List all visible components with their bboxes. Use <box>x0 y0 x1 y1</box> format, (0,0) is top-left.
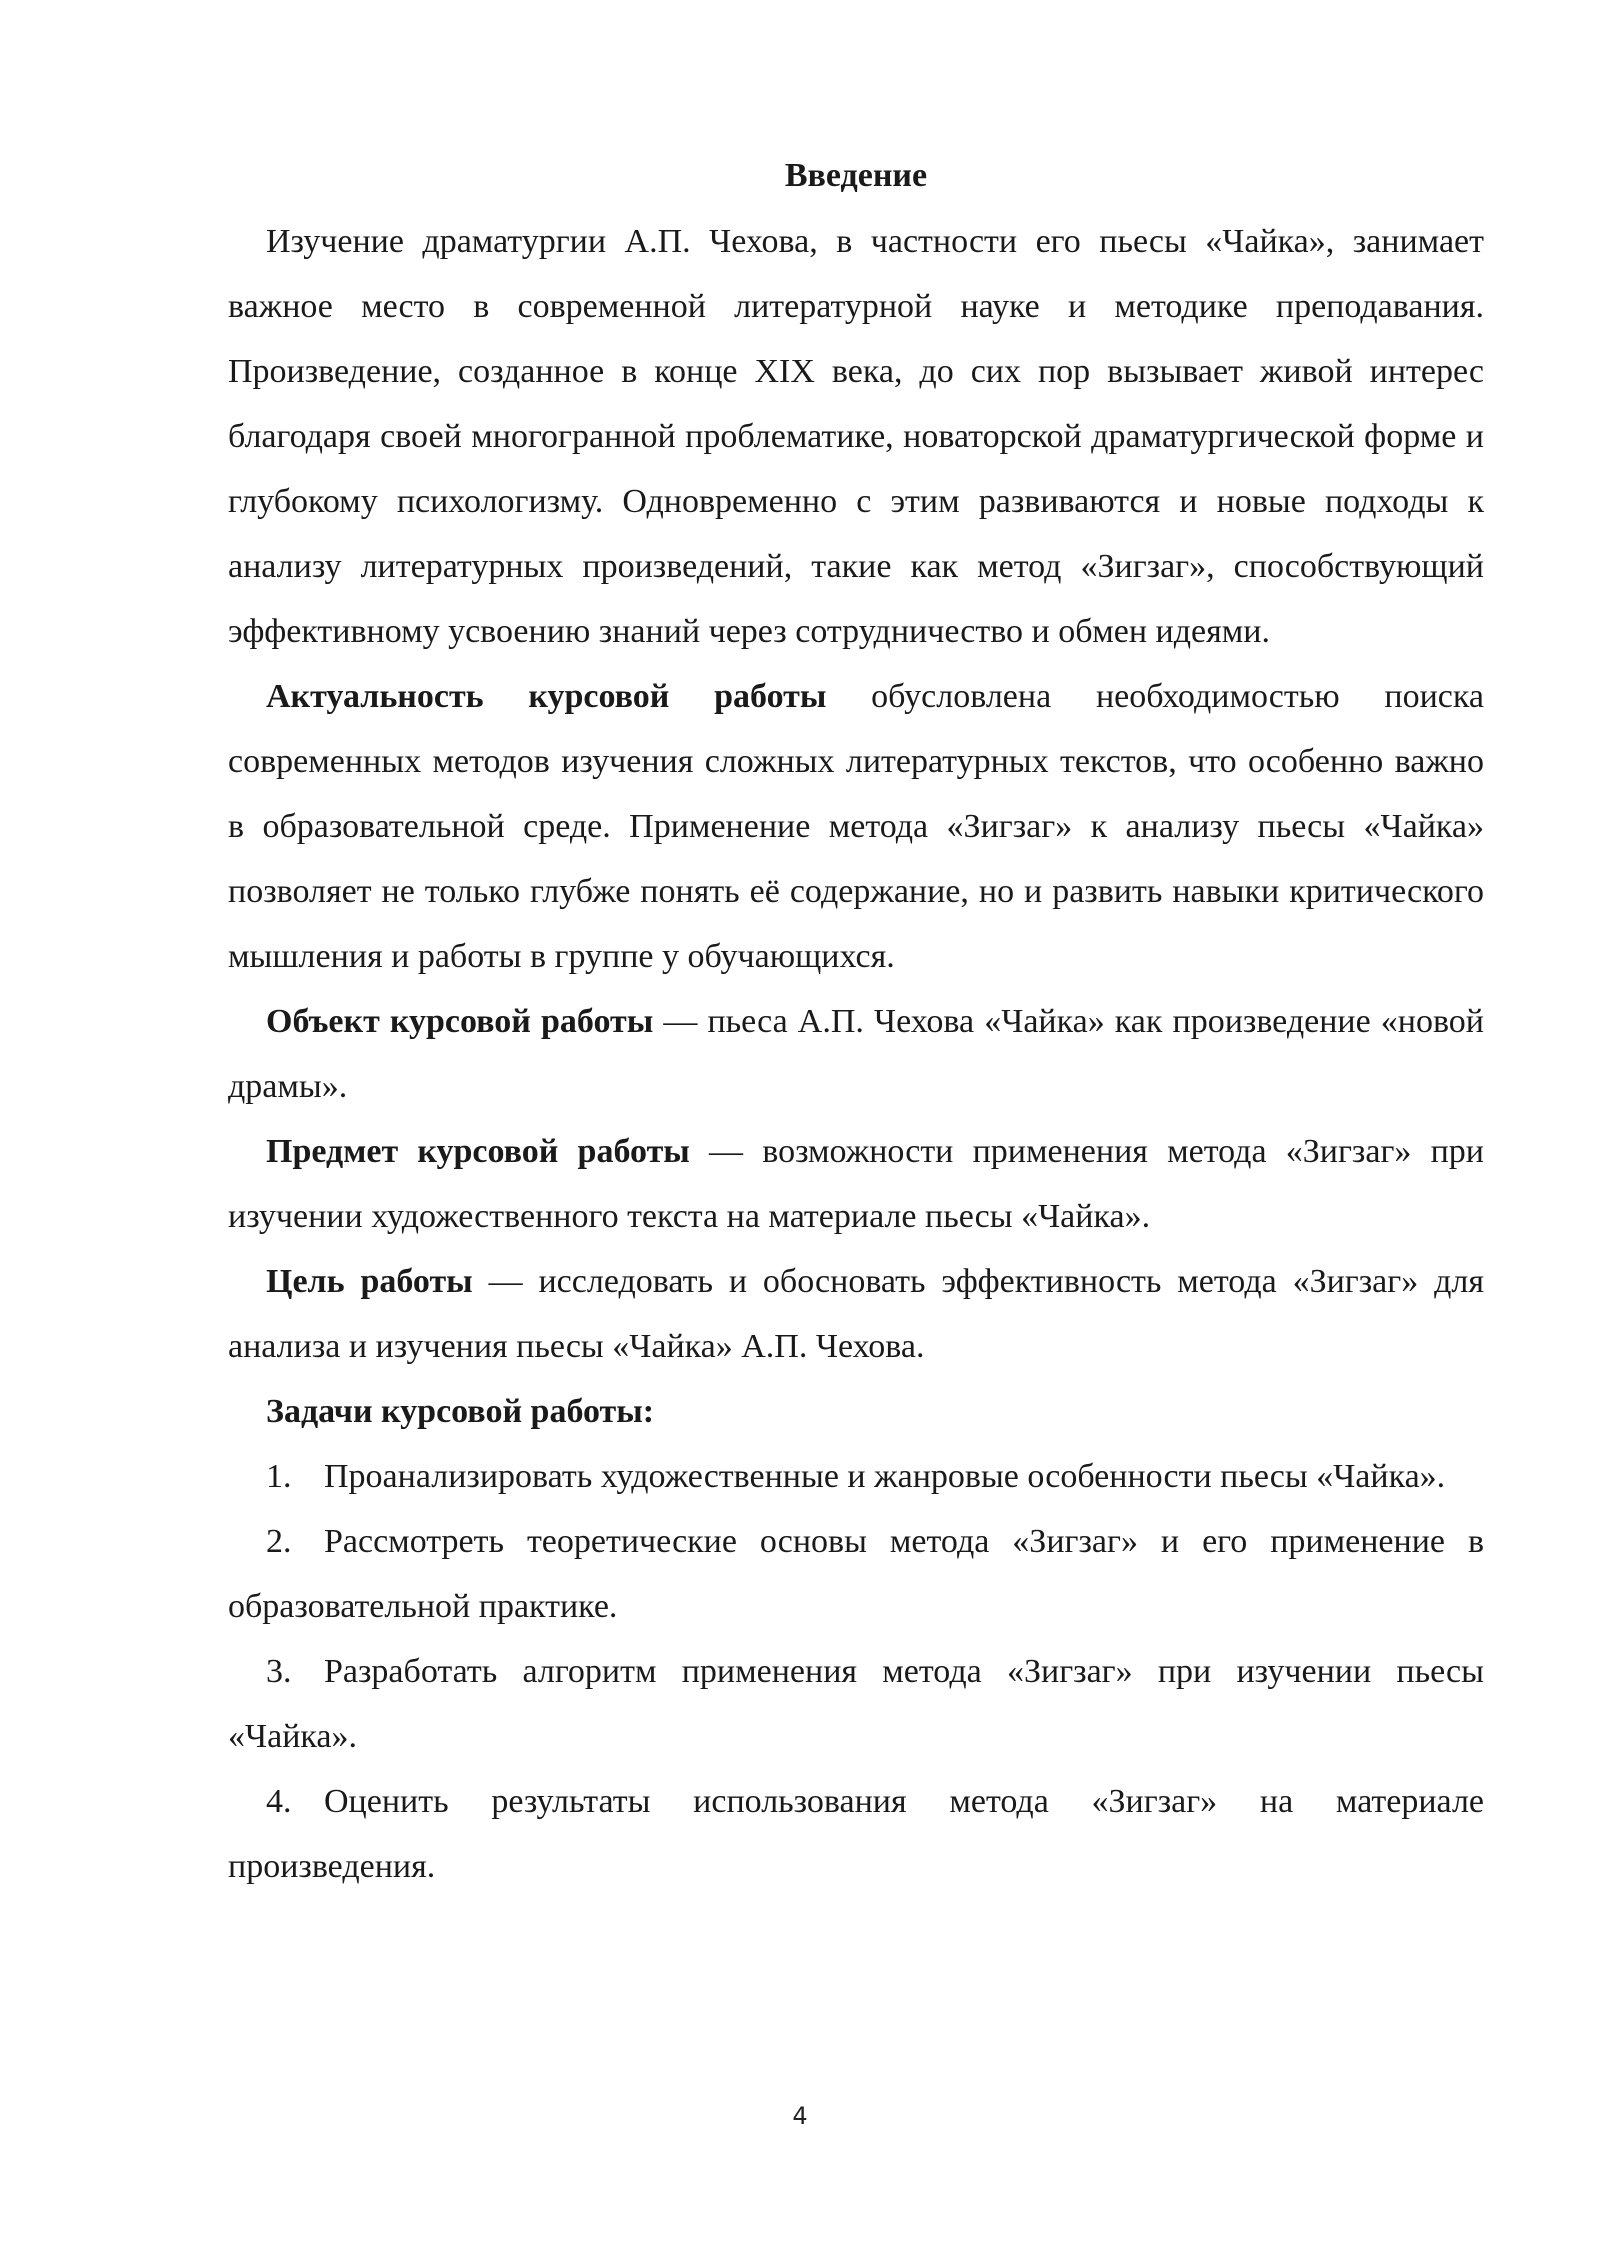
object-label: Объект курсовой работы <box>266 1003 654 1040</box>
task-number: 2. <box>266 1523 292 1560</box>
goal-paragraph <box>228 1249 1484 1379</box>
task-item-2 <box>228 1509 1484 1639</box>
task-number: 3. <box>266 1653 292 1690</box>
task-text: Рассмотреть теоретические основы метода «Зигзаг» и его применение в образовательной практике. <box>228 1523 1484 1625</box>
task-number: 4. <box>266 1783 292 1820</box>
task-text: Оценить результаты использования метода «Зигзаг» на материале произведения. <box>228 1783 1484 1885</box>
relevance-paragraph <box>228 664 1484 989</box>
relevance-text: обусловлена необходимостью поиска современных методов изучения сложных литературных текстов, что особенно важно в образовательной среде. Применение метода «Зигзаг» к анализу пьесы «Чайка» позволяет не только глубже понять её содержание, но и развить навыки критического мышления и работы в группе у обучающихся. <box>228 678 1484 975</box>
task-item-4 <box>228 1769 1484 1899</box>
intro-paragraph: Изучение драматургии А.П. Чехова, в частности его пьесы «Чайка», занимает важное место в современной литературной науке и методике преподавания. Произведение, созданное в конце XIX века, до сих пор вызывает живой интерес благодаря своей многогранной проблематике, новаторской драматургической форме и глубокому психологизму. Одновременно с этим развиваются и новые подходы к анализу литературных произведений, такие как метод «Зигзаг», способствующий эффективному усвоению знаний через сотрудничество и обмен идеями. <box>228 223 1484 650</box>
relevance-label: Актуальность курсовой работы <box>266 678 827 715</box>
document-page <box>228 152 1484 1899</box>
section-heading: Введение <box>784 157 928 194</box>
task-item-1 <box>228 1444 1484 1509</box>
goal-text: — исследовать и обосновать эффективность метода «Зигзаг» для анализа и изучения пьесы «Чайка» А.П. Чехова. <box>228 1263 1484 1365</box>
task-number: 1. <box>266 1458 292 1495</box>
subject-label: Предмет курсовой работы <box>266 1133 690 1170</box>
subject-paragraph <box>228 1119 1484 1249</box>
tasks-title: Задачи курсовой работы: <box>266 1393 655 1430</box>
object-text: — пьеса А.П. Чехова «Чайка» как произведение «новой драмы». <box>228 1003 1485 1105</box>
task-item-3 <box>228 1639 1484 1769</box>
goal-label: Цель работы <box>266 1263 473 1300</box>
page-number: 4 <box>792 2102 808 2130</box>
subject-text: — возможности применения метода «Зигзаг» при изучении художественного текста на материале пьесы «Чайка». <box>228 1133 1485 1235</box>
task-text: Проанализировать художественные и жанровые особенности пьесы «Чайка». <box>324 1458 1446 1495</box>
task-text: Разработать алгоритм применения метода «Зигзаг» при изучении пьесы «Чайка». <box>228 1653 1484 1755</box>
object-paragraph <box>228 989 1484 1119</box>
